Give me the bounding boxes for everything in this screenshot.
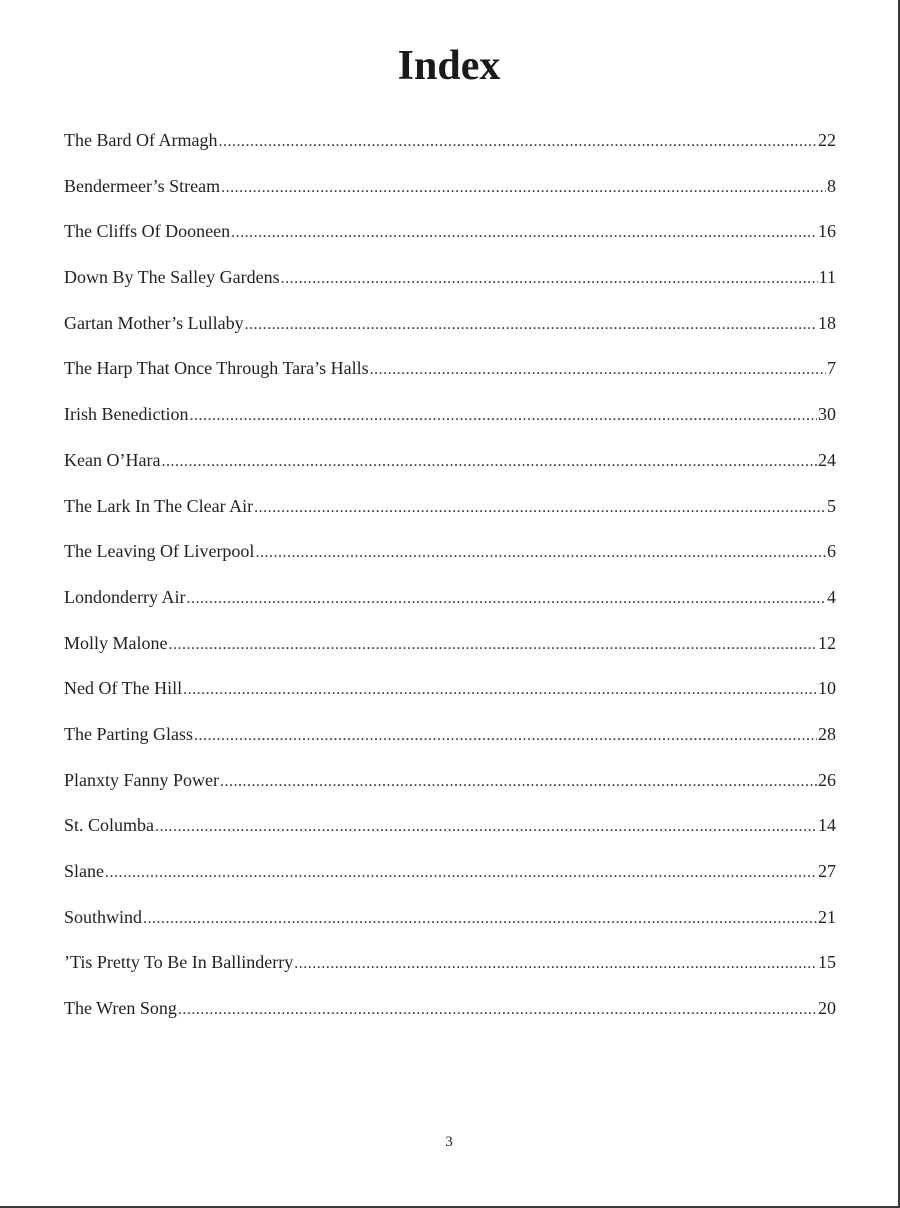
- entry-page-number: 21: [818, 906, 836, 927]
- dot-leader: [370, 354, 826, 386]
- dot-leader: [161, 446, 817, 478]
- entry-page-number: 18: [818, 312, 836, 333]
- index-entry: [64, 627, 836, 673]
- entry-title: Planxty Fanny Power: [64, 769, 219, 790]
- entry-title: Kean O’Hara: [64, 449, 161, 470]
- entry-page-number: 24: [818, 449, 836, 470]
- dot-leader: [178, 994, 817, 1026]
- footer-page-number: 3: [445, 1134, 453, 1150]
- index-entry: [64, 718, 836, 764]
- index-entry: [64, 398, 836, 444]
- dot-leader: [186, 583, 826, 615]
- index-entry: [64, 946, 836, 992]
- index-entry: [64, 809, 836, 855]
- page-title: Index: [397, 43, 501, 89]
- index-entry: [64, 490, 836, 536]
- index-entry: [64, 261, 836, 307]
- entry-title: Bendermeer’s Stream: [64, 175, 221, 196]
- entry-page-number: 22: [818, 130, 836, 150]
- entry-title: Slane: [64, 861, 104, 881]
- entry-page-number: 6: [827, 541, 836, 562]
- entry-title: Down By The Salley Gardens: [64, 267, 280, 288]
- entry-title: The Harp That Once Through Tara’s Halls: [64, 358, 369, 379]
- dot-leader: [245, 309, 817, 341]
- entry-title: Irish Benediction: [64, 404, 189, 425]
- entry-page-number: 15: [818, 952, 836, 973]
- entry-title: St. Columba: [64, 815, 155, 836]
- entry-page-number: 7: [827, 358, 836, 379]
- dot-leader: [255, 537, 826, 569]
- entry-page-number: 20: [818, 998, 836, 1019]
- entry-page-number: 16: [818, 221, 836, 242]
- index-entry: [64, 170, 836, 216]
- entry-title: Ned Of The Hill: [64, 678, 183, 699]
- dot-leader: [281, 263, 818, 295]
- entry-title: The Leaving Of Liverpool: [64, 541, 255, 562]
- entry-page-number: 10: [818, 678, 836, 699]
- index-entry: [64, 215, 836, 261]
- index-entry: [64, 307, 836, 353]
- index-entry: [64, 672, 836, 718]
- dot-leader: [254, 492, 826, 524]
- entry-page-number: 27: [818, 861, 836, 881]
- dot-leader: [218, 126, 817, 158]
- dot-leader: [105, 857, 817, 889]
- entry-page-number: 5: [827, 495, 836, 516]
- index-entry: [64, 764, 836, 810]
- entry-page-number: 4: [827, 586, 836, 607]
- entry-title: Southwind: [64, 906, 143, 927]
- dot-leader: [189, 400, 817, 432]
- entry-page-number: 8: [827, 175, 836, 196]
- index-entry: [64, 901, 836, 947]
- entry-title: Gartan Mother’s Lullaby: [64, 312, 244, 333]
- entry-title: ’Tis Pretty To Be In Ballinderry: [64, 952, 294, 973]
- entry-page-number: 11: [818, 267, 836, 288]
- index-entry: [64, 855, 836, 901]
- index-entry: [64, 535, 836, 581]
- entry-title: The Parting Glass: [64, 723, 193, 744]
- entry-title: The Bard Of Armagh: [64, 130, 218, 150]
- dot-leader: [169, 629, 818, 661]
- entry-page-number: 28: [818, 723, 836, 744]
- entry-title: The Cliffs Of Dooneen: [64, 221, 231, 242]
- dot-leader: [220, 766, 817, 798]
- entry-title: Londonderry Air: [64, 586, 186, 607]
- dot-leader: [155, 811, 817, 843]
- index-entry: [64, 581, 836, 627]
- entry-title: The Wren Song: [64, 998, 177, 1019]
- dot-leader: [143, 903, 817, 935]
- dot-leader: [294, 948, 817, 980]
- entry-title: Molly Malone: [64, 632, 168, 653]
- dot-leader: [183, 674, 817, 706]
- entry-page-number: 26: [818, 769, 836, 790]
- dot-leader: [194, 720, 817, 752]
- index-list: [64, 124, 836, 1038]
- entry-page-number: 12: [818, 632, 836, 653]
- index-entry: [64, 352, 836, 398]
- index-entry: [64, 444, 836, 490]
- index-entry: [64, 124, 836, 170]
- index-entry: [64, 992, 836, 1038]
- entry-title: The Lark In The Clear Air: [64, 495, 254, 516]
- dot-leader: [231, 217, 817, 249]
- dot-leader: [221, 172, 826, 204]
- entry-page-number: 30: [818, 404, 836, 425]
- entry-page-number: 14: [818, 815, 836, 836]
